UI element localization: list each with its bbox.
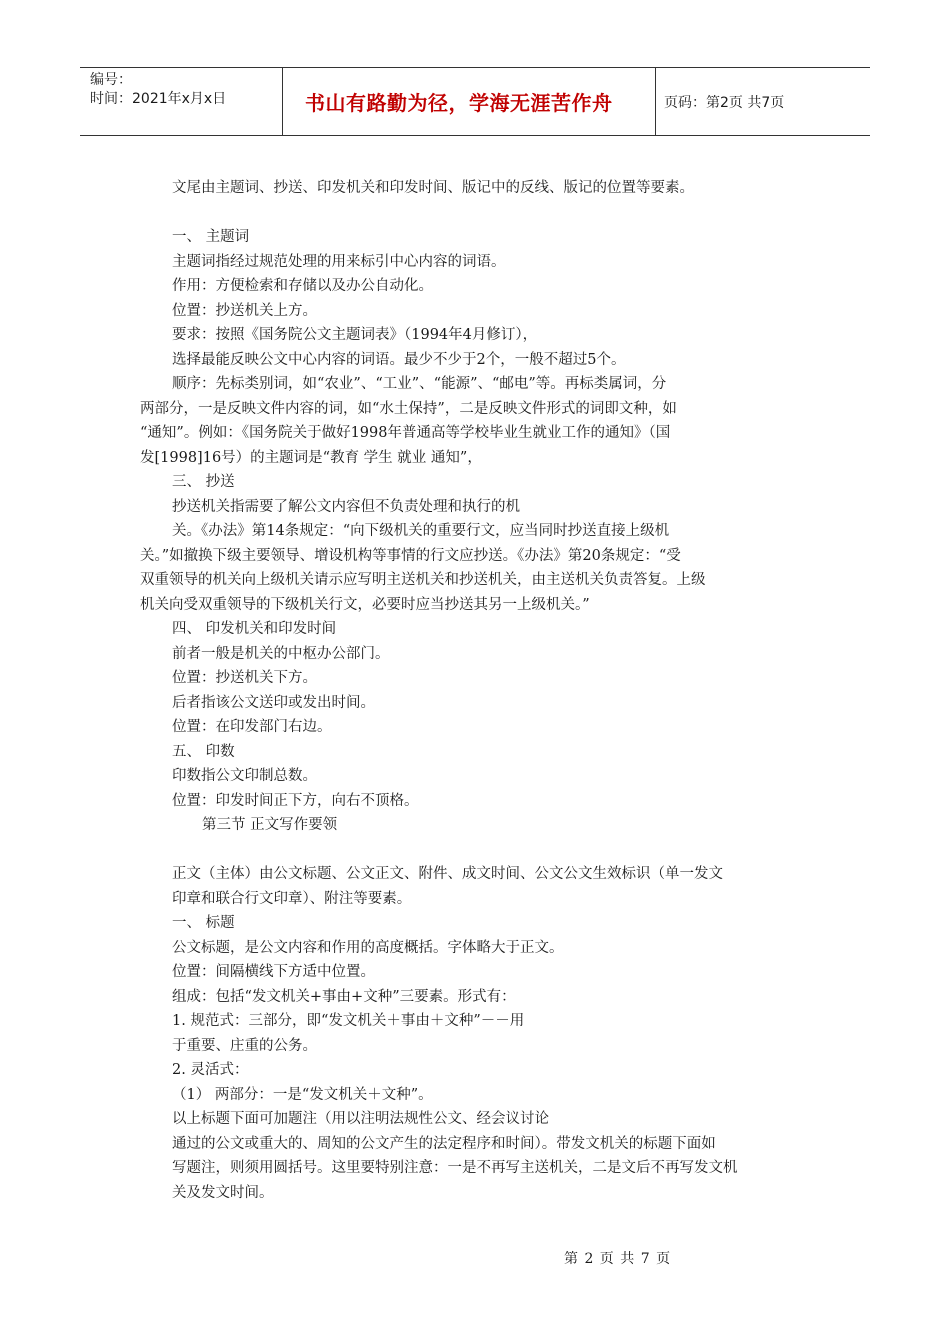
text-line: 1. 规范式：三部分，即“发文机关＋事由＋文种”－－用 xyxy=(172,1013,525,1029)
text-line: 位置：在印发部门右边。 xyxy=(172,719,332,735)
text-line: 四、 印发机关和印发时间 xyxy=(172,621,337,637)
text-line: 以上标题下面可加题注（用以注明法规性公文、经会议讨论 xyxy=(172,1111,549,1127)
text-line: 位置：抄送机关下方。 xyxy=(172,670,317,686)
text-line: 抄送机关指需要了解公文内容但不负责处理和执行的机 xyxy=(172,498,520,515)
text-line: 双重领导的机关向上级机关请示应写明主送机关和抄送机关，由主送机关负责答复。上级 xyxy=(140,572,706,588)
text-line: 关及发文时间。 xyxy=(172,1184,274,1201)
text-line: 2. 灵活式： xyxy=(172,1062,249,1078)
text-line: 文尾由主题词、抄送、印发机关和印发时间、版记中的反线、版记的位置等要素。 xyxy=(172,180,694,196)
text-line: 主题词指经过规范处理的用来标引中心内容的词语。 xyxy=(172,253,506,270)
document-header xyxy=(80,67,870,136)
text-line: 顺序：先标类别词，如“农业”、“工业”、“能源”、“邮电”等。再标类属词，分 xyxy=(172,376,667,392)
text-line: 第三节 正文写作要领 xyxy=(202,817,338,833)
text-line: 于重要、庄重的公务。 xyxy=(172,1037,317,1054)
text-line: 正文（主体）由公文标题、公文正文、附件、成文时间、公文公文生效标识（单一发文 xyxy=(172,866,723,882)
header-motto: 书山有路勤为径，学海无涯苦作舟 xyxy=(305,91,613,115)
text-line: 通过的公文或重大的、周知的公文产生的法定程序和时间）。带发文机关的标题下面如 xyxy=(172,1135,716,1152)
text-line: 关。《办法》第14条规定：“向下级机关的重要行文，应当同时抄送直接上级机 xyxy=(172,523,670,539)
text-line: 发[1998]16号）的主题词是“教育 学生 就业 通知”， xyxy=(140,449,482,466)
blank-line xyxy=(140,201,812,226)
header-meta xyxy=(80,68,282,135)
text-line: 位置：间隔横线下方适中位置。 xyxy=(172,964,375,980)
text-line: 关。”如撤换下级主要领导、增设机构等事情的行文应抄送。《办法》第20条规定：“受 xyxy=(140,547,681,564)
text-line: 前者一般是机关的中枢办公部门。 xyxy=(172,645,390,662)
text-line: 位置：印发时间正下方，向右不顶格。 xyxy=(172,792,419,809)
text-line: 一、 标题 xyxy=(172,915,235,931)
text-line: 后者指该公文送印或发出时间。 xyxy=(172,694,375,711)
text-line: 两部分，一是反映文件内容的词，如“水土保持”，二是反映文件形式的词即文种，如 xyxy=(140,400,677,417)
text-line: 印章和联合行文印章）、附注等要素。 xyxy=(172,890,412,907)
document-date-label: 时间：2021年x月x日 xyxy=(90,91,227,107)
text-line: 公文标题，是公文内容和作用的高度概括。字体略大于正文。 xyxy=(172,939,564,956)
text-line: “通知”。例如：《国务院关于做好1998年普通高等学校毕业生就业工作的通知》（国 xyxy=(140,425,671,441)
text-line: 机关向受双重领导的下级机关行文，必要时应当抄送其另一上级机关。” xyxy=(140,596,590,613)
header-motto-cell xyxy=(282,68,656,135)
text-line: 五、 印数 xyxy=(172,743,235,760)
document-number-label: 编号： xyxy=(90,72,132,88)
text-line: 三、 抄送 xyxy=(172,474,235,490)
text-line: 位置：抄送机关上方。 xyxy=(172,302,317,319)
blank-line xyxy=(140,838,812,863)
page-footer: 第 2 页 共 7 页 xyxy=(564,1251,672,1267)
text-line: 要求：按照《国务院公文主题词表》（1994年4月修订）， xyxy=(172,327,538,343)
text-line: 印数指公文印制总数。 xyxy=(172,768,317,784)
text-line: 一、 主题词 xyxy=(172,229,250,245)
header-page-cell xyxy=(656,68,870,135)
text-line: 写题注，则须用圆括号。这里要特别注意：一是不再写主送机关，二是文后不再写发文机 xyxy=(172,1160,738,1176)
text-line: 作用：方便检索和存储以及办公自动化。 xyxy=(172,278,433,294)
text-line: 组成：包括“发文机关+事由+文种”三要素。形式有： xyxy=(172,988,516,1005)
document-body xyxy=(140,176,812,1205)
text-line: （1） 两部分：一是“发文机关＋文种”。 xyxy=(172,1086,433,1103)
header-page-label: 页码：第2页 共7页 xyxy=(664,94,785,111)
text-line: 选择最能反映公文中心内容的词语。最少不少于2个，一般不超过5个。 xyxy=(172,351,626,368)
